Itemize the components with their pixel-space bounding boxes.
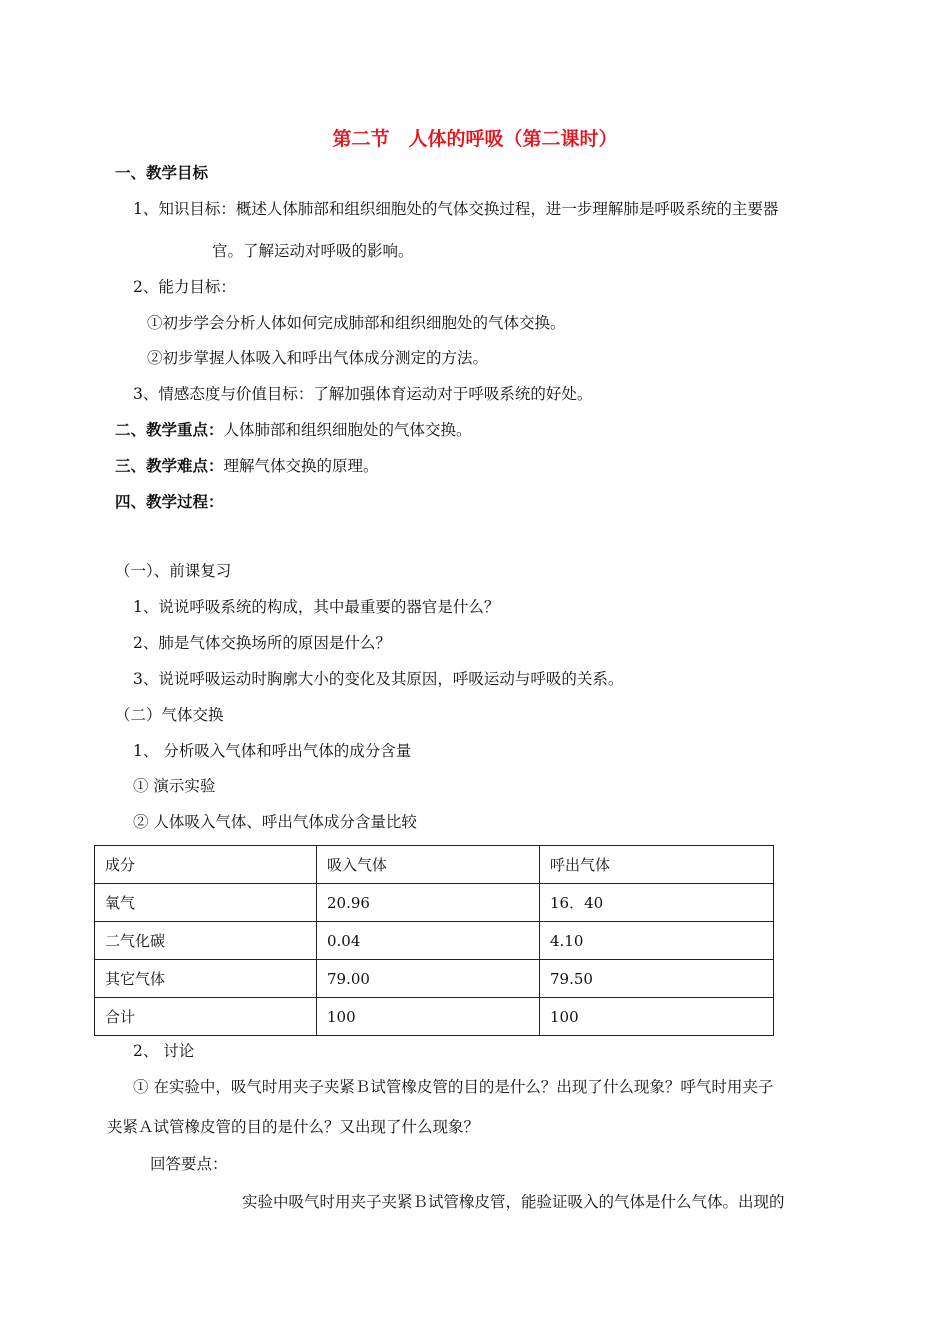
answer-text: 实验中吸气时用夹子夹紧Ｂ试管橡皮管，能验证吸入的气体是什么气体。出现的 (242, 1193, 785, 1211)
table-cell: 合计 (95, 998, 317, 1036)
goal-1-line-1: 1、知识目标：概述人体肺部和组织细胞处的气体交换过程，进一步理解肺是呼吸系统的主要器 (133, 200, 779, 218)
goal-2-item-2: ②初步掌握人体吸入和呼出气体成分测定的方法。 (147, 349, 489, 367)
review-question-1: 1、说说呼吸系统的构成，其中最重要的器官是什么？ (133, 598, 500, 616)
goal-2: 2、能力目标： (133, 278, 236, 296)
gas-composition-table (94, 845, 774, 1036)
table-header-cell: 呼出气体 (540, 846, 774, 884)
review-question-2: 2、肺是气体交换场所的原因是什么？ (133, 634, 391, 652)
discussion-question-line-1: ① 在实验中，吸气时用夹子夹紧Ｂ试管橡皮管的目的是什么？出现了什么现象？呼气时用夹子 (133, 1078, 774, 1096)
table-cell: 二气化碳 (95, 922, 317, 960)
table-cell: 4.10 (540, 922, 774, 960)
table-cell: 16．40 (540, 884, 774, 922)
review-question-3: 3、说说呼吸运动时胸廓大小的变化及其原因，呼吸运动与呼吸的关系。 (133, 670, 624, 688)
table-row (95, 922, 774, 960)
demo-experiment: ① 演示实验 (133, 777, 216, 795)
table-header-cell: 成分 (95, 846, 317, 884)
table-row (95, 884, 774, 922)
goal-1-line-2: 官。了解运动对呼吸的影响。 (212, 242, 414, 260)
difficult-points-label: 三、教学难点： (115, 457, 224, 475)
table-cell: 79.50 (540, 960, 774, 998)
comparison-caption: ② 人体吸入气体、呼出气体成分含量比较 (133, 813, 417, 831)
exchange-item-1: 1、 分析吸入气体和呼出气体的成分含量 (133, 742, 412, 760)
table-cell: 100 (540, 998, 774, 1036)
key-points-text: 人体肺部和组织细胞处的气体交换。 (223, 421, 472, 439)
goals-heading: 一、教学目标 (115, 164, 209, 182)
table-cell: 100 (317, 998, 540, 1036)
goal-3: 3、情感态度与价值目标：了解加强体育运动对于呼吸系统的好处。 (133, 385, 593, 403)
page-title: 第二节 人体的呼吸（第二课时） (332, 128, 618, 150)
table-cell: 79.00 (317, 960, 540, 998)
table-cell: 氧气 (95, 884, 317, 922)
exchange-heading: （二）气体交换 (115, 706, 224, 724)
difficult-points-text: 理解气体交换的原理。 (223, 457, 379, 475)
key-points-label: 二、教学重点： (115, 421, 224, 439)
table-row (95, 998, 774, 1036)
difficult-points (115, 456, 379, 476)
discussion-question-line-2: 夹紧Ａ试管橡皮管的目的是什么？又出现了什么现象？ (107, 1118, 480, 1136)
goal-2-item-1: ①初步学会分析人体如何完成肺部和组织细胞处的气体交换。 (147, 314, 566, 332)
key-points (115, 420, 472, 440)
process-heading: 四、教学过程： (115, 493, 224, 511)
table-cell: 其它气体 (95, 960, 317, 998)
review-heading: （一）、前课复习 (115, 562, 232, 580)
table-header-cell: 吸入气体 (317, 846, 540, 884)
table-cell: 20.96 (317, 884, 540, 922)
table-row (95, 960, 774, 998)
answer-label: 回答要点： (150, 1155, 228, 1173)
table-cell: 0.04 (317, 922, 540, 960)
discussion-heading: 2、 讨论 (133, 1042, 195, 1060)
table-header-row (95, 846, 774, 884)
